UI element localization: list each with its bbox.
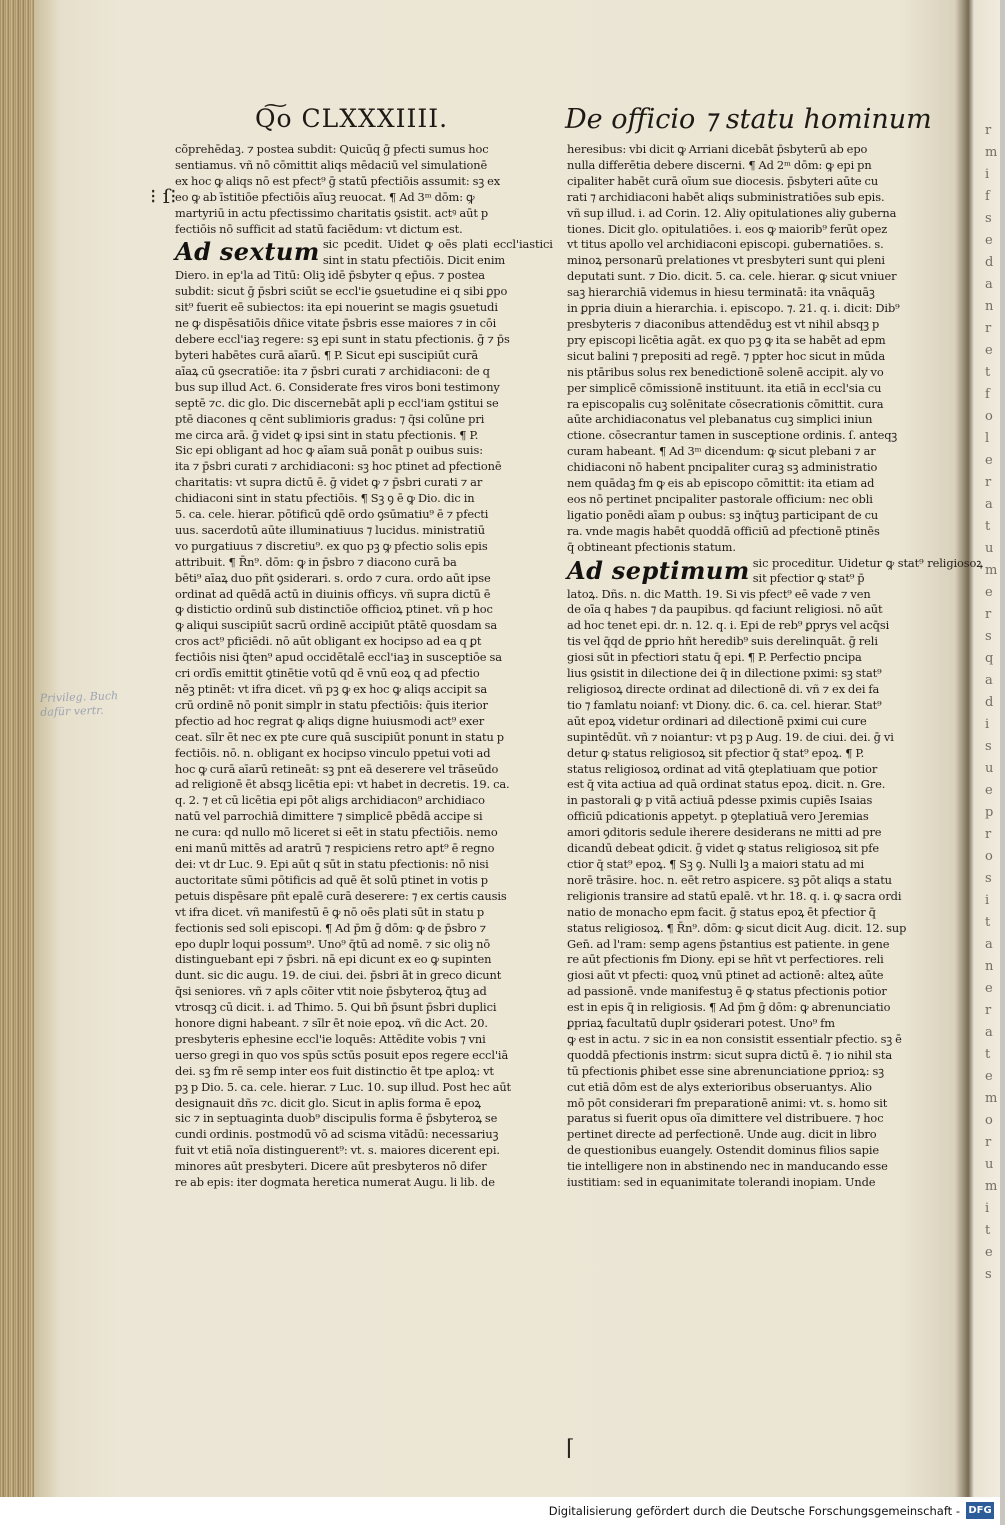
bleed-letter: e bbox=[985, 1069, 993, 1084]
bleed-letter: e bbox=[985, 981, 993, 996]
text-line: ad passionē. vnde manifestuꝫ ē ꝙ status pfectionis potior bbox=[567, 984, 887, 999]
bleed-letter: a bbox=[985, 673, 993, 688]
text-line: uerso gregi in quo vos spūs sctūs posuit epos regere eccl'iā bbox=[175, 1047, 509, 1062]
bleed-letter: a bbox=[985, 497, 993, 512]
text-line: ctione. cōsecrantur tamen in susceptione ordinis. ſ. anteqꝫ bbox=[567, 428, 898, 443]
text-line: q. 2. ⁊ et cū licētia epi pōt aligs archidiacon⁹ archidiaco bbox=[175, 793, 485, 808]
text-line: martyriū in actu pfectissimo charitatis ꝯsistit. actꝰ aūt p bbox=[175, 205, 489, 220]
text-line: petuis dispēsare pñt epalē curā deserere: ⁊ ex certis causis bbox=[175, 888, 507, 903]
bleed-letter: r bbox=[985, 1003, 992, 1018]
bleed-letter: d bbox=[985, 695, 994, 710]
text-line: debere eccl'iaꝫ regere: sꝫ epi sunt in statu pfectionis. ḡ ⁊ p̄s bbox=[175, 332, 510, 347]
text-line: vñ sup illud. i. ad Corin. 12. Aliy opitulationes aliy guberna bbox=[567, 205, 897, 220]
text-line: chidiaconi sint in statu pfectiōis. ¶ Sꝫ ꝯ ē ꝙ Dio. dic in bbox=[175, 491, 475, 506]
bleed-letter: i bbox=[985, 167, 990, 182]
bleed-letter: m bbox=[985, 1091, 998, 1106]
text-line: ꝙ distictio ordinū sub distinctiōe officioꝝ ptinet. vñ p hoc bbox=[175, 602, 493, 617]
text-line: auctoritate sūmi pōtificis ad quē ēt solū ptinet in votis p bbox=[175, 872, 488, 887]
text-line: cri ordīs emittit ꝯtinētie votū qd ē vnū eoꝝ q ad pfectio bbox=[175, 666, 480, 681]
text-line: pry episcopi licētia agāt. ex quo pꝫ ꝙ ita se habēt ad epm bbox=[567, 332, 886, 347]
text-line: sit⁹ fuerit eē subiectos: ita epi nouerint se magis ꝯsuetudi bbox=[175, 300, 498, 315]
bleed-letter: r bbox=[985, 321, 992, 336]
text-line: amori ꝯditoris sedule iherere desiderans ne mitti ad pre bbox=[567, 825, 882, 840]
text-line: eni manū mittēs ad aratrū ⁊ respiciens retro apt⁹ ē regno bbox=[175, 841, 495, 856]
text-line: vt ifra dicet. vñ manifestū ē ꝙ nō oēs plati sūt in statu p bbox=[175, 904, 485, 919]
text-line: de oīa q habes ⁊ da paupibus. qd faciunt religiosi. nō aūt bbox=[567, 602, 883, 617]
bleed-letter: f bbox=[985, 387, 990, 402]
text-line: de questionibus euangely. Ostendit dominus filios sapie bbox=[567, 1143, 880, 1158]
text-line: subdit: sicut ḡ p̄sbri sciūt se eccl'ie ꝯsuetudine ei q sibi ꝑpo bbox=[175, 284, 508, 299]
text-line: ꝙ aliqui suscipiūt sacrū ordinē accipiūt ptātē quosdam sa bbox=[175, 618, 498, 633]
bleed-letter: o bbox=[985, 1113, 993, 1128]
text-line: eos nō pertinet pncipaliter pastorale officium: nec obli bbox=[567, 491, 873, 506]
text-line: Diero. in ep'la ad Titū: Oliꝫ idē p̄sbyter q ep̄us. ⁊ postea bbox=[175, 268, 485, 283]
text-line: uus. sacerdotū aūte illuminatiuus ⁊ lucidus. ministratiū bbox=[175, 522, 485, 537]
text-line: quoddā pfectionis instrm: sicut supra dictū ē. ⁊ io nihil sta bbox=[567, 1047, 893, 1062]
text-line: Sic epi obligant ad hoc ꝙ aīam suā ponāt p ouibus suis: bbox=[175, 443, 483, 458]
text-line: presbyteris ephesine eccl'ie loquēs: Attēdite vobis ⁊ vni bbox=[175, 1031, 486, 1046]
text-line: officiū pdicationis appetyt. p ꝯteplatiuā vero Jeremias bbox=[567, 809, 869, 824]
bleed-letter: d bbox=[985, 255, 994, 270]
bleed-letter: t bbox=[985, 365, 991, 380]
bleed-letter: e bbox=[985, 1245, 993, 1260]
text-line: pertinet directe ad perfectionē. Unde aug. dicit in libro bbox=[567, 1127, 877, 1142]
text-line: cundi ordinis. postmodū vō ad scisma vitādū: necessariuꝫ bbox=[175, 1127, 499, 1142]
bleed-letter: a bbox=[985, 937, 993, 952]
folio-number: Q͠o CLXXXIIII. bbox=[255, 104, 449, 133]
bleed-letter: t bbox=[985, 519, 991, 534]
text-line: bēti⁹ aīaꝝ duo pñt ꝯsiderari. s. ordo ⁊ cura. ordo aūt ipse bbox=[175, 570, 491, 585]
text-line: religiosoꝝ directe ordinat ad dilectionē di. vñ ⁊ ex dei fa bbox=[567, 682, 880, 696]
text-line: 5. ca. cele. hierar. pōtificū qdē ordo ꝯsūmatiu⁹ ē ⁊ pfecti bbox=[175, 507, 489, 522]
text-line: me circa arā. ḡ videt ꝙ ipsi sint in statu pfectionis. ¶ P. bbox=[175, 427, 479, 442]
text-line: in ꝑpria diuin a hierarchia. i. episcopo. ⁊. 21. q. i. dicit: Dib⁹ bbox=[567, 301, 900, 316]
book-page-edges-left bbox=[0, 0, 34, 1497]
text-line: Gen̄. ad l'ram: semp agens p̄stantius est patiente. in gene bbox=[567, 936, 890, 951]
text-line: iustitiam: sed in equanimitate tolerandi inopiam. Unde bbox=[567, 1175, 876, 1190]
bleed-letter: e bbox=[985, 343, 993, 358]
text-line: nēꝫ ptinēt: vt ifra dicet. vñ pꝫ ꝙ ex hoc ꝙ aliqs accipit sa bbox=[175, 682, 488, 696]
text-line: giosi aūt vt pfecti: quoꝝ vnū ptinet ad actionē: alteꝝ aūte bbox=[567, 968, 884, 983]
text-line: tiones. Dicit glo. opitulatiōes. i. eos ꝙ maiorib⁹ ferūt opez bbox=[567, 221, 888, 236]
bleed-letter: t bbox=[985, 1223, 991, 1238]
text-column-right bbox=[567, 142, 983, 1191]
text-line: fectiōis nisi q̄ten⁹ apud occidētalē eccl'iaꝫ in susceptiōe sa bbox=[175, 650, 502, 665]
text-line: giosi sūt in pfectiori statu q̄ epi. ¶ P. Perfectio pncipa bbox=[567, 650, 862, 665]
margin-bracket-right: ⌈ bbox=[566, 1436, 575, 1461]
text-line: detur ꝙ status religiosoꝝ sit pfectior q̄ stat⁹ epoꝝ. ¶ P. bbox=[567, 745, 865, 760]
text-line: nem quādaꝫ fm ꝙ eis ab episcopo cōmittit: ita etiam ad bbox=[567, 476, 875, 491]
text-line: heresibus: vbi dicit ꝙ Arriani dicebāt p̄sbyterū ab epo bbox=[567, 142, 868, 156]
bleed-letter: m bbox=[985, 563, 998, 578]
text-line: chidiaconi nō habent pncipaliter curaꝫ sꝫ administratio bbox=[567, 460, 878, 475]
text-line: per simplicē cōmissionē instituunt. ita etiā in eccl'sia cu bbox=[567, 380, 882, 395]
text-line: aūte archidiaconatus vel plebanatus cuꝫ simplici iniun bbox=[567, 412, 873, 427]
bleed-letter: u bbox=[985, 1157, 994, 1172]
text-line: charitatis: vt supra dictū ē. ḡ videt ꝙ ⁊ p̄sbri curati ⁊ ar bbox=[175, 475, 483, 490]
bleed-letter: m bbox=[985, 145, 998, 160]
bleed-letter: a bbox=[985, 1025, 993, 1040]
bleed-letter: t bbox=[985, 915, 991, 930]
text-line: ptē diacones q cēnt sublimioris gradus: ⁊ q̄si colūne pri bbox=[175, 411, 485, 426]
text-line: natū vel parrochiā dimittere ⁊ simplicē pbēdā accipe si bbox=[175, 809, 483, 824]
text-line: natio de monacho epm facit. ḡ status epoꝝ ēt pfectior q̄ bbox=[567, 904, 876, 919]
text-line: vtrosqꝫ cū dicit. i. ad Thimo. 5. Qui bñ p̄sunt p̄sbri duplici bbox=[175, 1000, 497, 1015]
left-column-body bbox=[175, 268, 555, 1191]
text-line: dunt. sic dic augu. 19. de ciui. dei. p̄sbri āt in greco dicunt bbox=[175, 968, 502, 983]
text-line: ita ⁊ p̄sbri curati ⁊ archidiaconi: sꝫ hoc ptinet ad pfectionē bbox=[175, 459, 502, 474]
text-line: aūt epoꝝ videtur ordinari ad dilectionē pximi cui cure bbox=[567, 713, 867, 728]
text-line: cut etiā dōm est de alys exterioribus obseruantys. Alio bbox=[567, 1079, 872, 1094]
bleed-letter: t bbox=[985, 1047, 991, 1062]
bleed-letter: r bbox=[985, 123, 992, 138]
text-line: ad hoc tenet epi. dr. n. 12. q. i. Epi de reb⁹ ꝑprys vel acq̄si bbox=[567, 618, 890, 633]
bleed-letter: o bbox=[985, 409, 993, 424]
bleed-letter: r bbox=[985, 607, 992, 622]
text-line: honore digni habeant. ⁊ sīlr ēt noie epoꝝ. vñ dic Act. 20. bbox=[175, 1016, 488, 1031]
text-line: byteri habētes curā aīarū. ¶ P. Sicut epi suscipiūt curā bbox=[175, 347, 479, 362]
text-line: fectiōis. nō. n. obligant ex hocipso vinculo ppetui voti ad bbox=[175, 745, 491, 760]
bleed-letter: s bbox=[985, 629, 992, 644]
bleed-letter: e bbox=[985, 233, 993, 248]
bleed-letter: r bbox=[985, 827, 992, 842]
margin-mark-left: ⁝ ſ⁝ bbox=[150, 184, 177, 208]
text-line: latoꝝ. Dñs. n. dic Matth. 19. Si vis pfect⁹ eē vade ⁊ ven bbox=[567, 586, 871, 601]
text-line: ligatio ponēdi aīam p oubus: sꝫ inq̄tuꝫ participant de cu bbox=[567, 507, 879, 522]
bleed-letter: s bbox=[985, 211, 992, 226]
section-head-word: Ad sextum bbox=[175, 237, 320, 267]
text-line: re aūt pfectionis fm Diony. epi se hñt vt perfectiores. reli bbox=[567, 952, 884, 967]
text-line: re ab epis: iter dogmata heretica numerat Augu. li lib. de bbox=[175, 1175, 495, 1190]
text-line: religionis transire ad statū epalē. vt hr. 18. q. i. ꝙ sacra ordi bbox=[567, 888, 902, 903]
text-line: fectiōis nō sufficit ad statū faciēdum: vt dictum est. bbox=[175, 221, 463, 236]
text-line: in pastorali ꝙ p vitā actiuā pdesse pximis cupiēs Isaias bbox=[567, 793, 873, 808]
text-line: hoc ꝙ curā aīarū retineāt: sꝫ pnt eā deserere vel trāseūdo bbox=[175, 761, 499, 776]
text-line: ꝙ est in actu. ⁊ sic in ea non consistit essentialr pfectio. sꝫ ē bbox=[567, 1031, 902, 1046]
text-line: deputati sunt. ⁊ Dio. dicit. 5. ca. cele. hierar. ꝙ sicut vniuer bbox=[567, 269, 897, 284]
text-line: presbyteris ⁊ diaconibus attendēduꝫ est vt nihil absqꝫ p bbox=[567, 316, 880, 331]
text-line: epo duplr loqui possum⁹. Uno⁹ q̄tū ad nomē. ⁊ sic oliꝫ nō bbox=[175, 936, 491, 951]
text-line: tio ⁊ famlatu noianf: vt Diony. dic. 6. ca. cel. hierar. Stat⁹ bbox=[567, 697, 882, 712]
handwritten-margin-note: Privileg. Buch dafür vertr. bbox=[39, 689, 119, 719]
text-line: cõprehēdaꝫ. ⁊ postea subdit: Quicūq ḡ pfecti sumus hoc bbox=[175, 142, 489, 156]
text-line: distinguebant epi ⁊ p̄sbri. nā epi dicunt ex eo ꝙ supinten bbox=[175, 952, 492, 967]
text-line: curam habeant. ¶ Ad 3ᵐ dicendum: ꝙ sicut plebani ⁊ ar bbox=[567, 444, 876, 459]
bleed-letter: e bbox=[985, 783, 993, 798]
bleed-letter: s bbox=[985, 739, 992, 754]
text-line: dei: vt dr Luc. 9. Epi aūt q sūt in statu pfectionis: nō nisi bbox=[175, 856, 489, 871]
text-line: q̄si seniores. vñ ⁊ apls cōiter vtit noie p̄sbyteroꝝ q̄tuꝫ ad bbox=[175, 984, 487, 999]
bleed-letter: e bbox=[985, 453, 993, 468]
text-line: lius ꝯsistit in dilectione dei q̄ in dilectione pximi: sꝫ stat⁹ bbox=[567, 666, 882, 681]
left-column-intro bbox=[175, 142, 555, 237]
running-title: De officio ⁊ statu hominum bbox=[565, 104, 932, 135]
bleed-letter: s bbox=[985, 1267, 992, 1282]
text-line: pꝫ p Dio. 5. ca. cele. hierar. ⁊ Luc. 10. sup illud. Post hec aūt bbox=[175, 1079, 512, 1094]
text-line: ra episcopalis cuꝫ solēnitate cōsecrationis cōmittit. cura bbox=[567, 396, 884, 411]
bleed-letter: o bbox=[985, 849, 993, 864]
section-head-word: Ad septimum bbox=[567, 555, 750, 585]
bleed-letter: l bbox=[985, 431, 990, 446]
text-line: minoꝝ personarū prelationes vt presbyteri sunt qui pleni bbox=[567, 253, 885, 268]
text-line: rati ⁊ archidiaconi habēt aliqs subministratiōes sub epis. bbox=[567, 189, 885, 204]
bleed-letter: i bbox=[985, 1201, 990, 1216]
text-line: ordinat ad quēdā actū in diuinis officys. vñ supra dictū ē bbox=[175, 586, 491, 601]
text-line: sic ⁊ in septuaginta duob⁹ discipulis forma ē p̄sbyteroꝝ se bbox=[175, 1111, 498, 1126]
footer-bar bbox=[0, 1497, 1000, 1525]
text-line: dicandū debeat ꝯdicit. ḡ videt ꝙ status religiosoꝝ sit pfe bbox=[567, 841, 880, 856]
funding-notice: Digitalisierung gefördert durch die Deutsche Forschungsgemeinschaft - bbox=[548, 1504, 960, 1518]
text-line: tie intelligere non in abstinendo nec in manducando esse bbox=[567, 1159, 888, 1174]
bleed-letter: q bbox=[985, 651, 994, 666]
bleed-letter: f bbox=[985, 189, 990, 204]
section-heading-sextum bbox=[175, 237, 555, 268]
text-line: attribuit. ¶ R̄n⁹. dōm: ꝙ in p̄sbro ⁊ diacono curā ba bbox=[175, 554, 457, 569]
text-line: paratus si fuerit opus oīa dimittere vel distribuere. ⁊ hoc bbox=[567, 1111, 884, 1126]
text-line: septē ⁊c. dic glo. Dic discernebāt apli p eccl'iam ꝯstitui se bbox=[175, 395, 499, 410]
text-line: sicut balini ⁊ prepositi ad regē. ⁊ ppter hoc sicut in mūda bbox=[567, 348, 886, 363]
bleed-letter: r bbox=[985, 475, 992, 490]
section-head-text: sic pcedit. Uidet ꝙ oēs plati eccl'iastici sint in statu pfectiōis. Dicit enim bbox=[322, 237, 553, 267]
text-line: tū pfectionis ꝑhibet esse sine abrenunciatione ꝑprioꝝ: sꝫ bbox=[567, 1063, 884, 1078]
text-line: aīaꝝ cū ꝯsecratiōe: ita ⁊ p̄sbri curati ⁊ archidiaconi: de q bbox=[175, 363, 490, 378]
text-line: ex hoc ꝙ aliqs nō est pfect⁹ ḡ statū pfectiōis assumit: sꝫ ex bbox=[175, 173, 501, 188]
bleed-letter: e bbox=[985, 585, 993, 600]
bleed-letter: u bbox=[985, 761, 994, 776]
text-line: sentiamus. vñ nō cōmittit aliqs mēdaciū vel simulationē bbox=[175, 157, 488, 172]
text-line: ad religionē ēt absqꝫ licētia epi: vt habet in decretis. 19. ca. bbox=[175, 777, 510, 792]
text-line: tis vel q̄qd de ꝑprio hñt heredib⁹ suis derelinquāt. ḡ reli bbox=[567, 634, 878, 649]
text-line: pfectio ad hoc regrat ꝙ aliqs digne huiusmodi act⁹ exer bbox=[175, 713, 485, 728]
text-line: saꝫ hierarchiā videmus in hiesu terminatā: ita vnāquāꝫ bbox=[567, 285, 875, 300]
text-line: eo ꝙ ab īstitiōe pfectiōis aīuꝫ reuocat. ¶ Ad 3ᵐ dōm: ꝙ bbox=[175, 189, 475, 204]
text-line: status religiosoꝝ ordinat ad vitā ꝯteplatiuam que potior bbox=[567, 761, 878, 776]
text-line: vo purgatiuus ⁊ discretiu⁹. ex quo pꝫ ꝙ pfectio solis epis bbox=[175, 538, 488, 553]
text-line: est q̄ vita actiua ad quā ordinat status epoꝝ. dicit. n. Gre. bbox=[567, 777, 886, 792]
text-line: ne ꝙ dispēsatiōis dñice vitate p̄sbris esse maiores ⁊ in cōi bbox=[175, 316, 497, 331]
text-line: cipaliter habēt curā oīum sue diocesis. p̄sbyteri aūte cu bbox=[567, 173, 879, 188]
text-line: fectionis sed soli episcopi. ¶ Ad p̄m ḡ dōm: ꝙ de p̄sbro ⁊ bbox=[175, 920, 487, 935]
text-line: est in epis q̄ in religiosis. ¶ Ad p̄m ḡ dōm: ꝙ abrenunciatio bbox=[567, 1000, 891, 1015]
text-line: q̄ obtineant pfectionis statum. bbox=[567, 539, 736, 554]
bleed-letter: n bbox=[985, 959, 994, 974]
bleed-letter: i bbox=[985, 893, 990, 908]
text-line: status religiosoꝝ. ¶ R̄n⁹. dōm: ꝙ sicut dicit Aug. dicit. 12. sup bbox=[567, 920, 907, 935]
bleed-letter: i bbox=[985, 717, 990, 732]
section-head-text: sic proceditur. Uidetur ꝙ stat⁹ religiosoꝝ sit pfectior ꝙ stat⁹ p̄ bbox=[752, 555, 983, 586]
text-line: ꝑpriaꝝ facultatū duplr ꝯsiderari potest. Uno⁹ fm bbox=[567, 1016, 835, 1031]
text-line: designauit dñs ⁊c. dicit glo. Sicut in aplis forma ē epoꝝ bbox=[175, 1095, 481, 1110]
bleed-letter: a bbox=[985, 277, 993, 292]
bleed-letter: r bbox=[985, 1135, 992, 1150]
text-line: ceat. sīlr ēt nec ex pte cure quā suscipiūt ponunt in statu p bbox=[175, 729, 504, 744]
text-line: minores aūt presbyteri. Dicere aūt presbyteros nō difer bbox=[175, 1159, 487, 1174]
section-heading-septimum bbox=[567, 555, 983, 587]
text-line: ra. vnde magis habēt quoddā officiū ad pfectionē ptinēs bbox=[567, 523, 880, 538]
text-line: bus sup illud Act. 6. Considerate fres viros boni testimony bbox=[175, 379, 500, 394]
text-line: norē trāsire. hoc. n. eēt retro aspicere. sꝫ pōt aliqs a statu bbox=[567, 872, 892, 887]
facing-page-bleed-text bbox=[985, 120, 1005, 1286]
text-line: cros act⁹ pficiēdi. nō aūt obligant ex hocipso ad ea q ꝑt bbox=[175, 634, 482, 649]
text-line: dei. sꝫ fm rē semp inter eos fuit distinctio ēt tpe aploꝝ: vt bbox=[175, 1063, 494, 1078]
bleed-letter: p bbox=[985, 805, 994, 820]
text-line: mō pōt considerari fm preparationē animi: vt. s. homo sit bbox=[567, 1095, 888, 1110]
text-line: nis ptāribus solus rex benedictionē solenē accipit. aly vo bbox=[567, 364, 884, 379]
text-line: fuit vt etiā noīa distinguerent⁹: vt. s. maiores dicerent epi. bbox=[175, 1143, 500, 1158]
text-line: supintēdūt. vñ ⁊ noiantur: vt pꝫ p Aug. 19. de ciui. dei. ḡ vi bbox=[567, 729, 894, 744]
right-column-body bbox=[567, 587, 942, 1191]
bleed-letter: u bbox=[985, 541, 994, 556]
dfg-logo: DFG bbox=[966, 1502, 994, 1519]
text-line: vt titus apollo vel archidiaconi episcopi. gubernatiōes. s. bbox=[567, 237, 884, 252]
text-line: ctior q̄ stat⁹ epoꝝ. ¶ Sꝫ ꝯ. Nulli lꝫ a maiori statu ad mi bbox=[567, 856, 865, 871]
bleed-letter: m bbox=[985, 1179, 998, 1194]
text-line: ne cura: qd nullo mō liceret si eēt in statu pfectiōis. nemo bbox=[175, 825, 498, 840]
bleed-letter: s bbox=[985, 871, 992, 886]
text-column-left bbox=[175, 142, 555, 1191]
right-column-intro bbox=[567, 142, 942, 556]
text-line: nulla differētia debere discerni. ¶ Ad 2ᵐ dōm: ꝙ epi pn bbox=[567, 157, 872, 172]
bleed-letter: n bbox=[985, 299, 994, 314]
text-line: crū ordinē nō ponit simplr in statu pfectiōis: q̄uis iterior bbox=[175, 697, 488, 712]
